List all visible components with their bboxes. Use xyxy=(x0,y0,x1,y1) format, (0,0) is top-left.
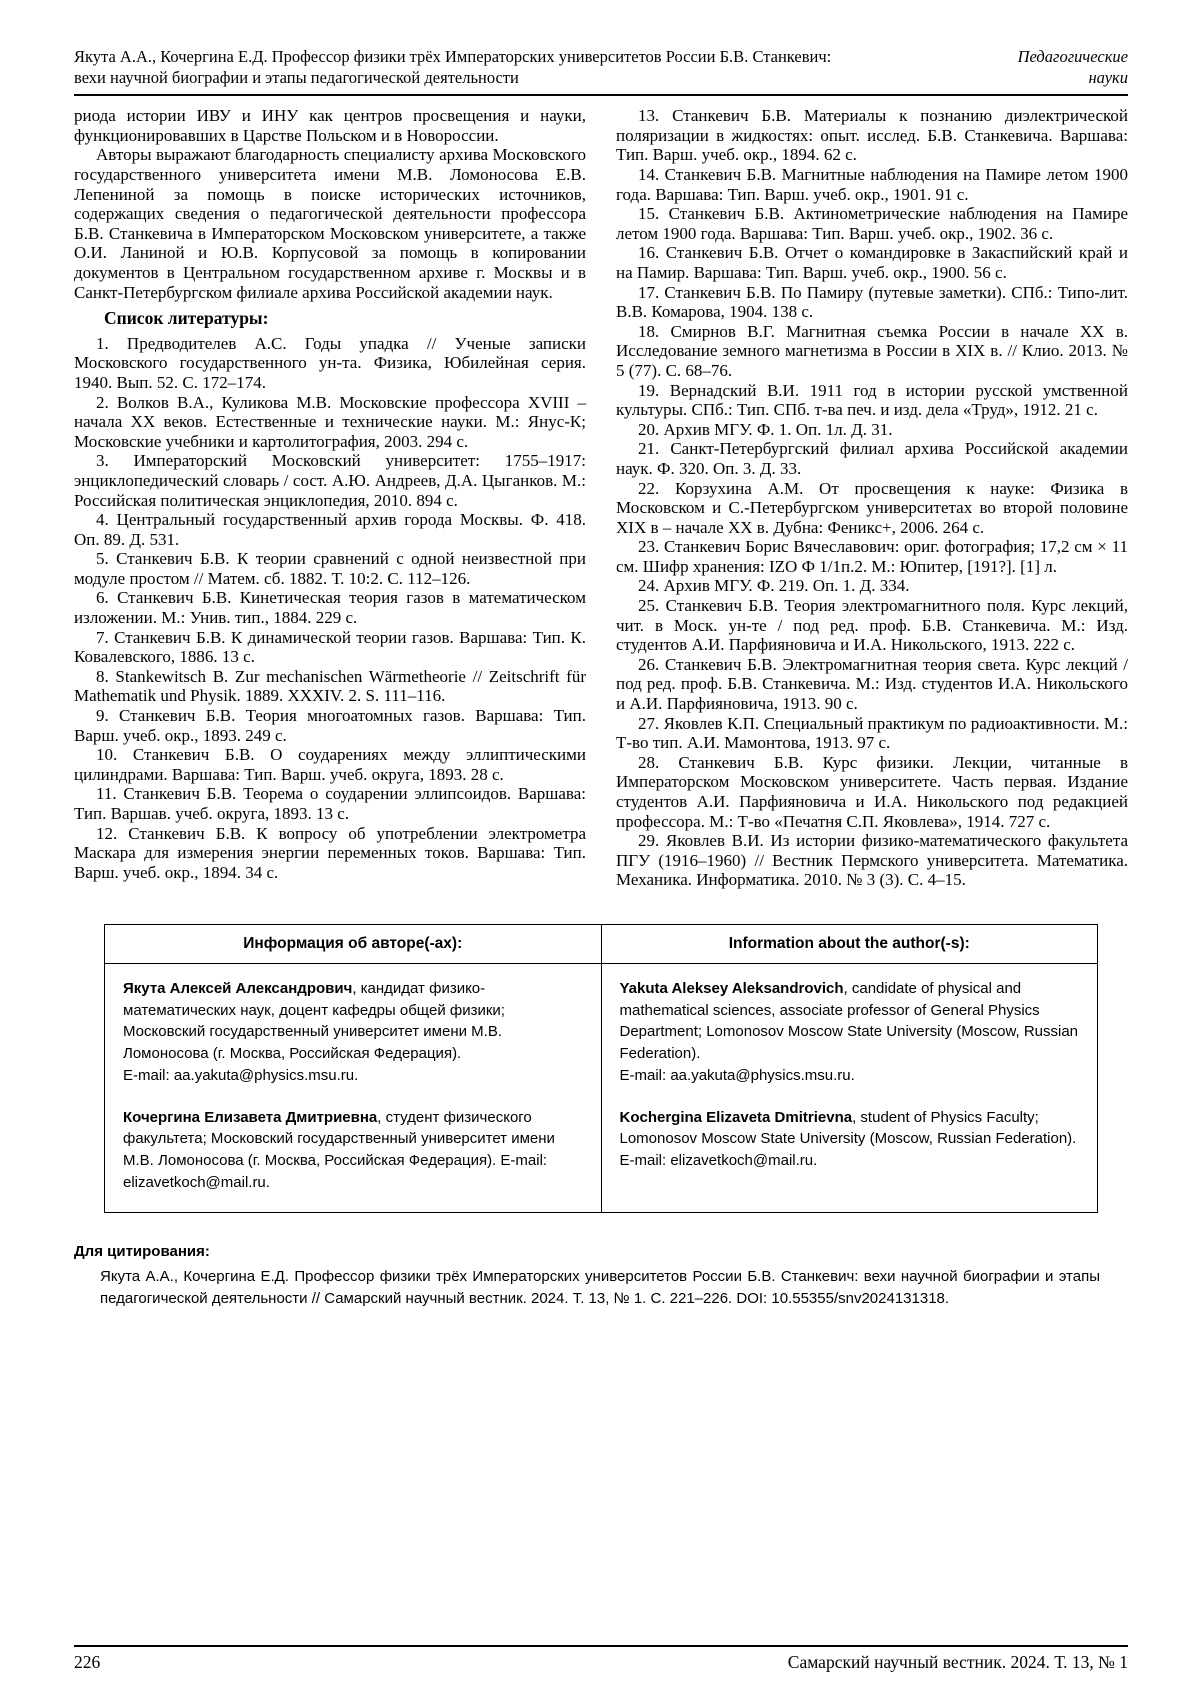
authors-table-body-row xyxy=(105,963,1098,1212)
reference-item: 14. Станкевич Б.В. Магнитные наблюдения на Памире летом 1900 года. Варшава: Тип. Варш. учеб. окр., 1901. 91 с. xyxy=(616,165,1128,204)
authors-cell-ru xyxy=(105,963,602,1212)
author-block-en-2 xyxy=(620,1107,1080,1172)
authors-table-header-row xyxy=(105,924,1098,963)
reference-item: 8. Stankewitsch B. Zur mechanischen Wärmetheorie // Zeitschrift für Mathematik und Physik. 1889. XXXIV. 2. S. 111–116. xyxy=(74,666,586,706)
reference-item: 11. Станкевич Б.В. Теорема о соударении эллипсоидов. Варшава: Тип. Варшав. учеб. округа, 1893. 13 с. xyxy=(74,784,586,823)
reference-item: 6. Станкевич Б.В. Кинетическая теория газов в математическом изложении. М.: Унив. тип., 1884. 229 с. xyxy=(74,588,586,628)
article-body xyxy=(74,106,1128,890)
reference-item: 18. Смирнов В.Г. Магнитная съемка России в начале XX в. Исследование земного магнетизма в России в XIX в. // Клио. 2013. № 5 (77). С. 68–76. xyxy=(616,321,1128,380)
authors-table-header-en: Information about the author(-s): xyxy=(601,924,1098,963)
reference-item: 17. Станкевич Б.В. По Памиру (путевые заметки). СПб.: Типо-лит. В.В. Комарова, 1904. 138 с. xyxy=(616,282,1128,322)
reference-item: 22. Корзухина А.М. От просвещения к науке: Физика в Московском и С.-Петербургском университетах во второй половине XIX в – начале XX в. Дубна: Феникс+, 2006. 264 с. xyxy=(616,478,1128,537)
author-description: , candidate of physical and mathematical sciences, associate professor of General Physics Department; Lomonosov Moscow State University (Moscow, Russian Federation). xyxy=(619,979,1079,1063)
reference-item: 9. Станкевич Б.В. Теория многоатомных газов. Варшава: Тип. Варш. учеб. окр., 1893. 249 с. xyxy=(74,706,586,745)
reference-item: 29. Яковлев В.И. Из истории физико-математического факультета ПГУ (1916–1960) // Вестник Пермского университета. Математика. Механика. Информатика. 2010. № 3 (3). С. 4–15. xyxy=(616,831,1128,890)
running-head-title-line1: Якута А.А., Кочергина Е.Д. Профессор физики трёх Императорских университетов России Б.В. Станкевич: xyxy=(74,47,832,66)
authors-info-table xyxy=(104,924,1098,1213)
author-block-ru-2 xyxy=(123,1107,583,1194)
reference-item: 2. Волков В.А., Куликова М.В. Московские профессора XVIII – начала XX веков. Естественные и технические науки. М.: Янус-К; Московские учебники и картолитография, 2003. 294 с. xyxy=(74,392,586,451)
reference-item: 27. Яковлев К.П. Специальный практикум по радиоактивности. М.: Т-во тип. А.И. Мамонтова, 1913. 97 с. xyxy=(616,713,1128,753)
page-footer xyxy=(74,1645,1128,1673)
reference-item: 13. Станкевич Б.В. Материалы к познанию диэлектрической поляризации в жидкостях: опыт. исслед. Б.В. Станкевича. Варшава: Тип. Варш. учеб. окр., 1894. 62 с. xyxy=(616,106,1128,165)
running-head-title-line2: вехи научной биографии и этапы педагогической деятельности xyxy=(74,68,519,88)
right-column xyxy=(616,106,1128,890)
reference-item: 21. Санкт-Петербургский филиал архива Российской академии наук. Ф. 320. Оп. 3. Д. 33. xyxy=(616,439,1128,478)
reference-item: 16. Станкевич Б.В. Отчет о командировке в Закаспийский край и на Памир. Варшава: Тип. Варш. учеб. окр., 1900. 56 с. xyxy=(616,243,1128,282)
author-description: , кандидат физико-математических наук, доцент кафедры общей физики; Московский государственный университет имени М.В. Ломоносова (г. Москва, Российская Федерация). xyxy=(123,979,505,1063)
author-name: Кочергина Елизавета Дмитриевна xyxy=(123,1108,378,1126)
reference-item: 1. Предводителев А.С. Годы упадка // Ученые записки Московского государственного ун-та. Физика, Юбилейная серия. 1940. Вып. 52. С. 172–174. xyxy=(74,333,586,392)
running-head-title xyxy=(74,46,831,88)
page-number: 226 xyxy=(74,1652,101,1672)
citation-text: Якута А.А., Кочергина Е.Д. Профессор физики трёх Императорских университетов России Б.В. Станкевич: вехи научной биографии и этапы педагогической деятельности // Самарский научный вестник. 2024. Т. 13, № 1. С. 221–226. DOI: 10.55355/snv2024131318. xyxy=(100,1267,1100,1308)
author-name: Yakuta Aleksey Aleksandrovich xyxy=(619,979,844,997)
running-head xyxy=(74,46,1128,96)
paragraph: риода истории ИВУ и ИНУ как центров просвещения и науки, функционировавших в Царстве Польском и в Новороссии. xyxy=(74,106,586,145)
reference-item: 4. Центральный государственный архив города Москвы. Ф. 418. Оп. 89. Д. 531. xyxy=(74,510,586,549)
author-description: , student of Physics Faculty; Lomonosov Moscow State University (Moscow, Russian Federation). E-mail: elizavetkoch@mail.ru. xyxy=(619,1108,1077,1170)
reference-item: 26. Станкевич Б.В. Электромагнитная теория света. Курс лекций / под ред. проф. Б.В. Станкевича. М.: Изд. студентов И.А. Никольского и А.И. Парфияновича, 1913. 90 с. xyxy=(616,654,1128,714)
left-column xyxy=(74,106,586,890)
references-heading: Список литературы: xyxy=(104,308,269,329)
reference-item: 15. Станкевич Б.В. Актинометрические наблюдения на Памире летом 1900 года. Варшава: Тип. Варш. учеб. окр., 1902. 36 с. xyxy=(616,204,1128,243)
reference-item: 5. Станкевич Б.В. К теории сравнений с одной неизвестной при модуле простом // Матем. сб. 1882. Т. 10:2. С. 112–126. xyxy=(74,549,586,588)
author-email: E-mail: aa.yakuta@physics.msu.ru. xyxy=(123,1066,359,1084)
authors-cell-en xyxy=(601,963,1098,1212)
reference-item: 12. Станкевич Б.В. К вопросу об употреблении электрометра Маскара для измерения энергии переменных токов. Варшава: Тип. Варш. учеб. окр., 1894. 34 с. xyxy=(74,823,586,882)
author-block-en-1 xyxy=(620,978,1080,1087)
reference-item: 3. Императорский Московский университет: 1755–1917: энциклопедический словарь / сост. А.Ю. Андреев, Д.А. Цыганков. М.: Российская политическая энциклопедия, 2010. 894 с. xyxy=(74,451,586,510)
reference-item: 25. Станкевич Б.В. Теория электромагнитного поля. Курс лекций, чит. в Моск. ун-те / под ред. проф. Б.В. Станкевича. М.: Изд. студентов А.И. Парфияновича и И.А. Никольского, 1913. 222 с. xyxy=(616,596,1128,655)
reference-item: 24. Архив МГУ. Ф. 219. Оп. 1. Д. 334. xyxy=(638,576,910,596)
reference-item: 10. Станкевич Б.В. О соударениях между эллиптическими цилиндрами. Варшава: Тип. Варш. учеб. округа, 1893. 28 с. xyxy=(74,745,586,784)
author-email: E-mail: aa.yakuta@physics.msu.ru. xyxy=(619,1066,855,1084)
running-head-section xyxy=(1018,46,1128,88)
reference-item: 20. Архив МГУ. Ф. 1. Оп. 1л. Д. 31. xyxy=(638,419,893,439)
paragraph: Авторы выражают благодарность специалисту архива Московского государственного университета имени М.В. Ломоносова Е.В. Лепениной за помощь в поиске исторических источников, содержащих сведения о педагогической деятельности профессора Б.В. Станкевича в Императорском Московском университете, а также О.И. Ланиной и Ю.В. Корпусовой за помощь в копировании документов в Центральном государственном архиве г. Москвы и в Санкт-Петербургском филиале архива Российской академии наук. xyxy=(74,145,586,302)
author-description: , студент физического факультета; Московский государственный университет имени М.В. Ломоносова (г. Москва, Российская Федерация). E-mail: elizavetkoch@mail.ru. xyxy=(123,1108,555,1191)
citation-block xyxy=(74,1243,1128,1311)
journal-footer-title: Самарский научный вестник. 2024. Т. 13, № 1 xyxy=(787,1652,1128,1672)
reference-item: 28. Станкевич Б.В. Курс физики. Лекции, читанные в Императорском Московском университете. Часть первая. Издание студентов А.И. Парфияновича и И.А. Никольского под редакцией профессора. М.: Т-во «Печатня С.П. Яковлева», 1914. 727 с. xyxy=(616,752,1128,831)
reference-item: 19. Вернадский В.И. 1911 год в истории русской умственной культуры. СПб.: Тип. СПб. т-ва печ. и изд. дела «Труд», 1912. 21 с. xyxy=(616,380,1128,420)
author-name: Kochergina Elizaveta Dmitrievna xyxy=(619,1108,853,1126)
running-head-section-line1: Педагогические xyxy=(1017,47,1128,66)
running-head-section-line2: науки xyxy=(1088,68,1128,88)
citation-label: Для цитирования: xyxy=(74,1242,210,1260)
author-block-ru-1 xyxy=(123,978,583,1087)
reference-item: 23. Станкевич Борис Вячеславович: ориг. фотография; 17,2 см × 11 см. Шифр хранения: IZO Ф 1/1п.2. М.: Юпитер, [191?]. [1] л. xyxy=(616,537,1128,576)
reference-item: 7. Станкевич Б.В. К динамической теории газов. Варшава: Тип. К. Ковалевского, 1886. 13 с. xyxy=(74,627,586,667)
authors-table-header-ru: Информация об авторе(-ах): xyxy=(105,924,602,963)
author-name: Якута Алексей Александрович xyxy=(123,979,353,997)
